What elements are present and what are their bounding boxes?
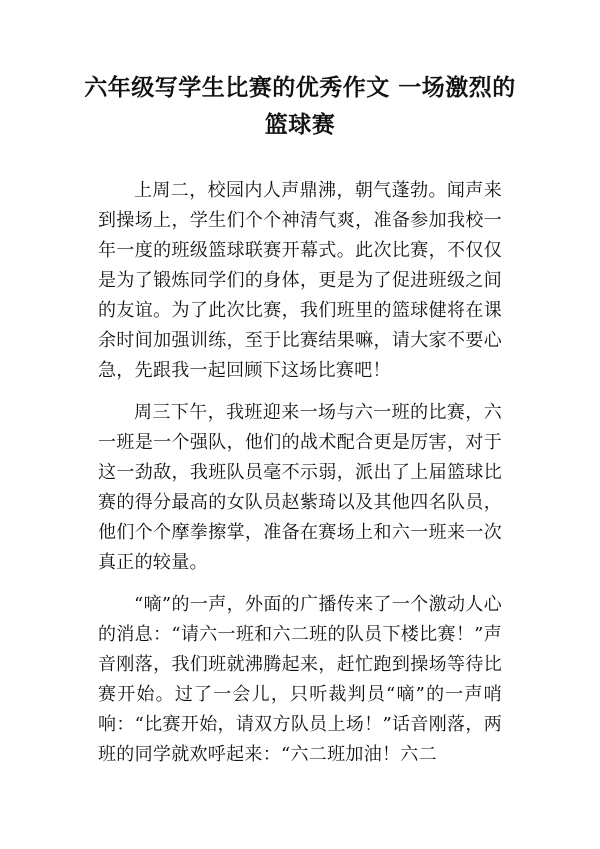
- paragraph: “嘀”的一声，外面的广播传来了一个激动人心的消息：“请六一班和六二班的队员下楼比赛！”声音刚落，我们班就沸腾起来，赶忙跑到操场等待比赛开始。过了一会儿，只听裁判员“嘀”的一声哨响：“比赛开始，请双方队员上场！”话音刚落，两班的同学就欢呼起来：“六二班加油！六二: [98, 594, 502, 765]
- document-title: 六年级写学生比赛的优秀作文 一场激烈的篮球赛: [84, 75, 516, 138]
- paragraph: 周三下午，我班迎来一场与六一班的比赛，六一班是一个强队，他们的战术配合更是厉害，对于这一劲敌，我班队员毫不示弱，派出了上届篮球比赛的得分最高的女队员赵紫琦以及其他四名队员，他们个个摩拳擦掌，准备在赛场上和六一班来一次真正的较量。: [98, 402, 502, 573]
- document-body: [98, 176, 502, 782]
- paragraph: 上周二，校园内人声鼎沸，朝气蓬勃。闻声来到操场上，学生们个个神清气爽，准备参加我校一年一度的班级篮球联赛开幕式。此次比赛，不仅仅是为了锻炼同学们的身体，更是为了促进班级之间的友谊。为了此次比赛，我们班里的篮球健将在课余时间加强训练，至于比赛结果嘛，请大家不要心急，先跟我一起回顾下这场比赛吧！: [98, 180, 502, 381]
